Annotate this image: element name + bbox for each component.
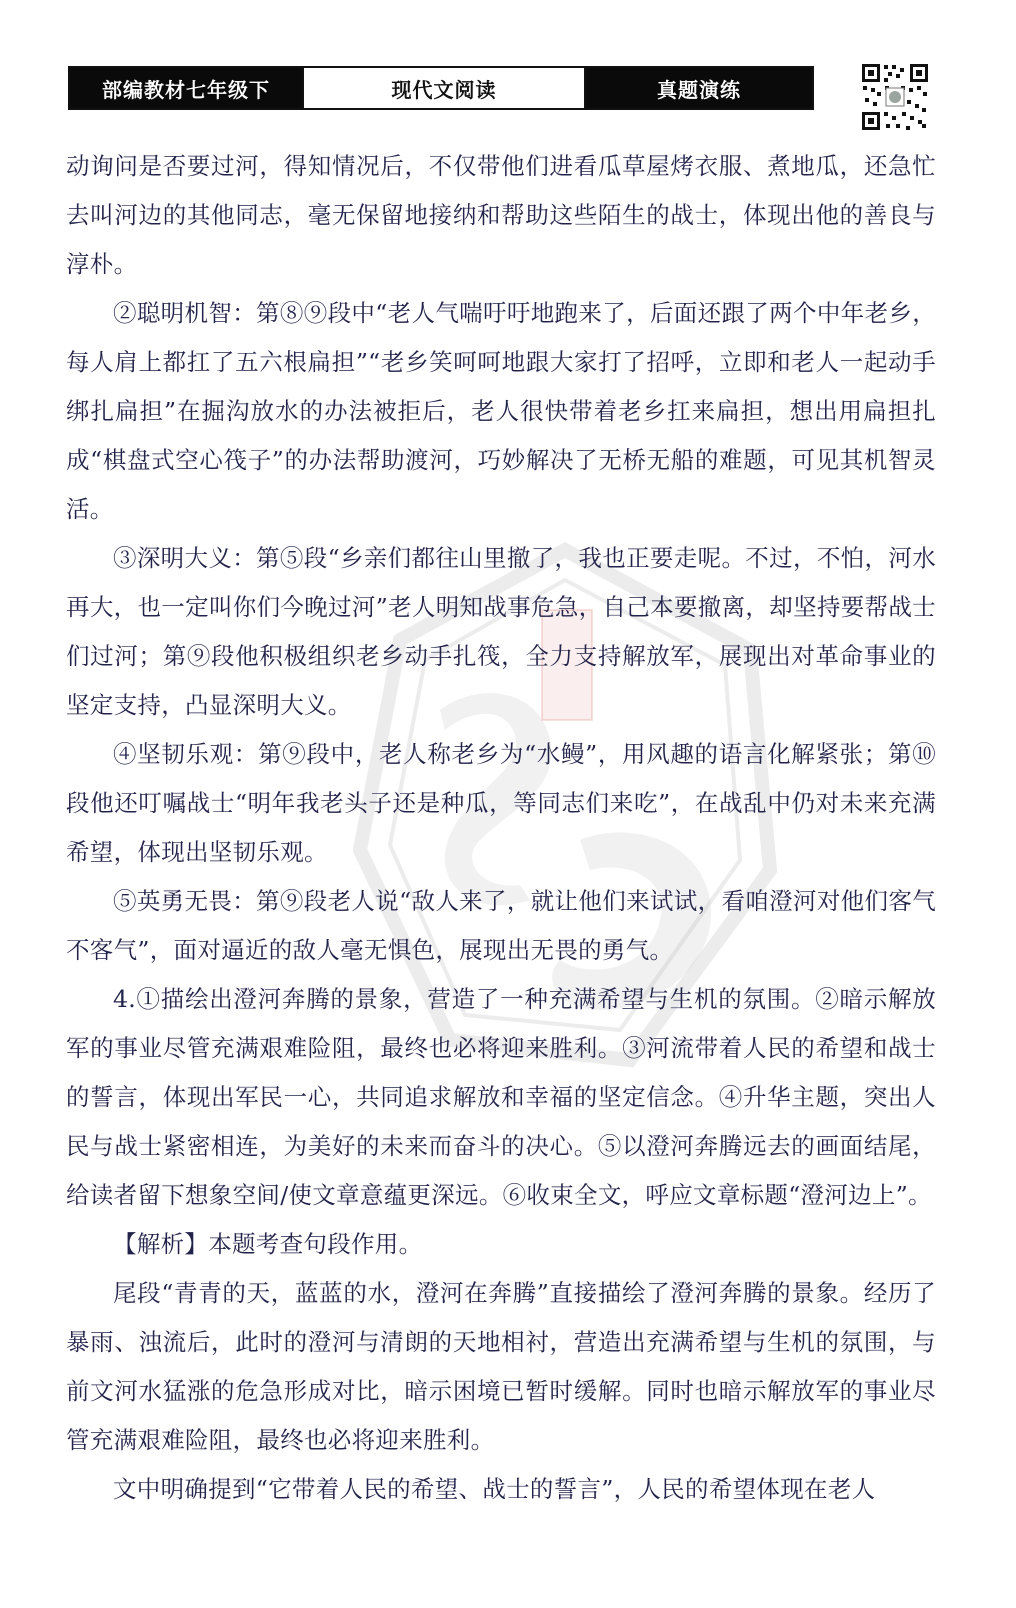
paragraph-4: ④坚韧乐观：第⑨段中，老人称老乡为“水鳗”，用风趣的语言化解紧张；第⑩段他还叮嘱战士“明年我老头子还是种瓜，等同志们来吃”，在战乱中仍对未来充满希望，体现出坚韧乐观。 bbox=[66, 740, 936, 866]
paragraph-8: 尾段“青青的天，蓝蓝的水，澄河在奔腾”直接描绘了澄河奔腾的景象。经历了暴雨、浊流后，此时的澄河与清朗的天地相衬，营造出充满希望与生机的氛围，与前文河水猛涨的危急形成对比，暗示困境已暂时缓解。同时也暗示解放军的事业尽管充满艰难险阻，最终也必将迎来胜利。 bbox=[66, 1279, 936, 1454]
paragraph-2: ②聪明机智：第⑧⑨段中“老人气喘吁吁地跑来了，后面还跟了两个中年老乡，每人肩上都扛了五六根扁担”“老乡笑呵呵地跟大家打了招呼，立即和老人一起动手绑扎扁担”在掘沟放水的办法被拒后，老人很快带着老乡扛来扁担，想出用扁担扎成“棋盘式空心筏子”的办法帮助渡河，巧妙解决了无桥无船的难题，可见其机智灵活。 bbox=[66, 299, 936, 523]
header-grade-label: 部编教材七年级下 bbox=[70, 68, 302, 108]
header-exercise-label: 真题演练 bbox=[586, 68, 812, 108]
paragraph-6: 4.①描绘出澄河奔腾的景象，营造了一种充满希望与生机的氛围。②暗示解放军的事业尽管充满艰难险阻，最终也必将迎来胜利。③河流带着人民的希望和战士的誓言，体现出军民一心，共同追求解放和幸福的坚定信念。④升华主题，突出人民与战士紧密相连，为美好的未来而奋斗的决心。⑤以澄河奔腾远去的画面结尾，给读者留下想象空间/使文章意蕴更深远。⑥收束全文，呼应文章标题“澄河边上”。 bbox=[66, 985, 936, 1209]
paragraph-1: 动询问是否要过河，得知情况后，不仅带他们进看瓜草屋烤衣服、煮地瓜，还急忙去叫河边的其他同志，毫无保留地接纳和帮助这些陌生的战士，体现出他的善良与淳朴。 bbox=[66, 152, 936, 278]
paragraph-9: 文中明确提到“它带着人民的希望、战士的誓言”，人民的希望体现在老人 bbox=[113, 1475, 876, 1503]
analysis-label: 【解析】 bbox=[113, 1230, 209, 1258]
paragraph-7 bbox=[66, 1220, 936, 1269]
paragraph-5: ⑤英勇无畏：第⑨段老人说“敌人来了，就让他们来试试，看咱澄河对他们客气不客气”，面对逼近的敌人毫无惧色，展现出无畏的勇气。 bbox=[66, 887, 936, 964]
answer-content bbox=[66, 142, 936, 1514]
header-section-label: 现代文阅读 bbox=[302, 68, 586, 108]
qr-code-icon bbox=[860, 62, 930, 132]
paragraph-3: ③深明大义：第⑤段“乡亲们都往山里撤了，我也正要走呢。不过，不怕，河水再大，也一定叫你们今晚过河”老人明知战事危急，自己本要撤离，却坚持要帮战士们过河；第⑨段他积极组织老乡动手扎筏，全力支持解放军，展现出对革命事业的坚定支持，凸显深明大义。 bbox=[66, 544, 936, 719]
analysis-text: 本题考查句段作用。 bbox=[208, 1230, 423, 1258]
page-header-bar bbox=[68, 66, 814, 110]
